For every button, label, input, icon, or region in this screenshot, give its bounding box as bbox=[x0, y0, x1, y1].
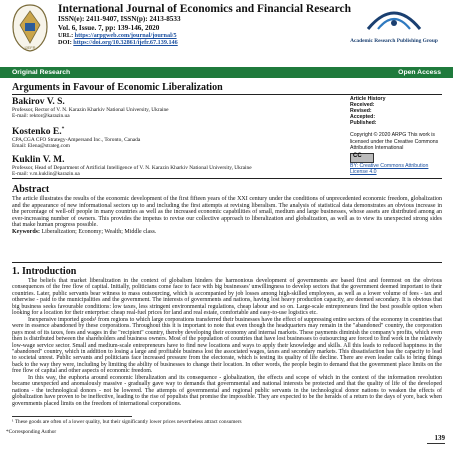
license-text: Copyright © 2020 ARPG This work is licensed under the Creative Commons Attribution International bbox=[350, 132, 439, 151]
journal-name: International Journal of Economics and Financial Research bbox=[58, 3, 352, 15]
cc-badge-icon: CC bbox=[350, 153, 374, 163]
author-name: Kostenko E.* bbox=[12, 126, 65, 138]
author-list bbox=[12, 96, 342, 177]
article-title: Arguments in Favour of Economic Liberalization bbox=[12, 82, 223, 93]
paragraph: The beliefs that market liberalization in the context of globalism hinders the harmonious development of governments are based first and foremost on the obvious consequences of the free flow of capital. Initially, politicians come face to face with big businesses' unwillingness to develop sectors that the government deemed important to their countries. Later, public servants bear witness to mass outsourcing, which is accompanied by job losses among high-skilled employees, as well as a lower volume of fees - tax and otherwise - paid to the municipalities and the government. The interests of governments and nations, having lost heavy production capacity, are deemed secondary. It is obvious that big business seeks favourable conditions: low taxes, less stringent environmental regulations, cheap labour and so on. Large-scale entrepreneurs find the best possible option when looking for a location for their enterprise: cheap real-fuel prices for land and real estate, comfortable and easy-to-use logistics etc. bbox=[12, 278, 442, 317]
author-email: E-mail: v.m.kuklin@karazin.ua bbox=[12, 170, 80, 177]
keywords-label: Keywords: bbox=[12, 228, 40, 235]
received-label: Received: bbox=[350, 102, 375, 109]
footnote: ¹ These goods are often of a lower quality, but their significantly lower prices nevertheless attract consumers bbox=[12, 419, 242, 425]
paragraph: Inexpensive imported goods¹ from regions to which large corporations transferred their businesses have the effect of suppressing entire sectors of the economy in countries that were in essence abandoned by these corporations. Throughout this it is important to note that even though the headquarters may remain in the "abandoned" country, the corporation pays most of its taxes, fees and wages in the "recipient" country, thereby developing their economy and internal markets. These payments diminish the company's profits, which even then is distributed between the shareholders and business owners. Most of the population of countries that have lost businesses to outsourcing are forced to find work in the relatively low-wage service sector. Small and medium-scale entrepreneurs have to find new locations and ways to apply their knowledge and skills. All this leads to reduced happiness in the "abandoned" country, which in addition to losing a large and profitable business lost the associated wages, taxes and secondary markets. This dissatisfaction has the capacity to lead to societal unrest. Public servants and politicians face increased pressure from the electorate, which is testing its quality of life decline. There are even leader calls to bring things back to the way they were, including by limiting the ability of businesses to change their location. In other words, the people begin to demand that the government place limits on the free flow of capital and other aspects of economic freedom. bbox=[12, 316, 442, 375]
keywords-list: Liberalization; Economy; Wealth; Middle class. bbox=[40, 228, 157, 235]
author-name: Kuklin V. M. bbox=[12, 154, 65, 165]
svg-text:IJEFR: IJEFR bbox=[24, 45, 36, 50]
abstract-text: The article illustrates the results of the economic development of the first fifteen years of the XXI century under the conditions of unprecedented economic freedom, globalization and the appearance of new informational sectors up to and including the first attempts at revising liberalism. The analysis of statistical data demonstrates an obvious increase in the percentage of well-off people in many countries as well as the increased economic capabilities of small, medium and large businesses, whose assets are distributed among an ever-increasing number of owners. This provides the impetus to revise our collective approach to liberalization and globalization, as well as to view its unexpected strong sides that make human progress possible. bbox=[12, 196, 442, 229]
section-divider bbox=[12, 178, 442, 179]
abstract-body bbox=[12, 196, 442, 235]
author-affiliation: CPA,CGA CFO Strategy-Ampersand Inc., Toronto, Canada bbox=[12, 137, 141, 144]
journal-url-link[interactable]: https://arpgweb.com/journal/journal/5 bbox=[74, 32, 177, 39]
publisher-name: Academic Research Publishing Group bbox=[350, 38, 438, 44]
abstract-heading: Abstract bbox=[12, 184, 50, 195]
history-heading: Article History bbox=[350, 96, 386, 102]
doi-line: DOI: https://doi.org/10.32861/ijefr.67.139.146 bbox=[58, 39, 178, 47]
publisher-block bbox=[349, 3, 439, 44]
journal-header bbox=[10, 3, 443, 67]
author-email: E-mail: rektor@karazin.ua bbox=[12, 113, 70, 120]
url-line: URL: https://arpgweb.com/journal/journal/5 bbox=[58, 32, 177, 39]
accepted-label: Accepted: bbox=[350, 114, 376, 121]
article-history-panel bbox=[350, 96, 444, 175]
page-number: 139 bbox=[427, 433, 445, 444]
section-divider bbox=[12, 262, 442, 263]
access-banner bbox=[0, 67, 453, 78]
license-link[interactable]: BY: Creative Commons Attribution License 4.0 bbox=[350, 162, 429, 175]
journal-info bbox=[58, 3, 358, 46]
author-block bbox=[12, 155, 342, 177]
open-access-label: Open Access bbox=[398, 69, 441, 76]
corresponding-mark: * bbox=[61, 126, 65, 133]
revised-label: Revised: bbox=[350, 108, 372, 115]
author-block bbox=[12, 124, 342, 149]
title-divider bbox=[12, 94, 442, 95]
doi-link[interactable]: https://doi.org/10.32861/ijefr.67.139.146 bbox=[73, 39, 178, 47]
author-affiliation: Professor, Rector of V. N. Karazin Kharkiv National University, Ukraine bbox=[12, 107, 169, 113]
corresponding-author-note: *Corresponding Author bbox=[6, 429, 57, 435]
introduction-body bbox=[12, 278, 442, 407]
footnote-divider bbox=[12, 416, 132, 417]
author-name: Bakirov V. S. bbox=[12, 97, 65, 107]
published-label: Published: bbox=[350, 120, 377, 127]
author-affiliation: Professor, Head of Department of Artificial Intelligence of V. N. Karazin Kharkiv National University, Ukraine bbox=[12, 164, 252, 171]
author-email: Email: Elena@strateg.com bbox=[12, 143, 70, 150]
volume-issue: Vol. 6, Issue. 7, pp: 139-146, 2020 bbox=[58, 23, 160, 32]
issn: ISSN(e): 2411-9407, ISSN(p): 2413-8533 bbox=[58, 15, 181, 23]
publisher-logo-icon bbox=[364, 3, 424, 33]
author-block bbox=[12, 97, 342, 119]
introduction-heading: 1. Introduction bbox=[12, 266, 77, 277]
research-type-label: Original Research bbox=[12, 69, 71, 76]
journal-logo-icon bbox=[10, 3, 50, 53]
paragraph: In this way, the euphoria around economic liberalization and its consequence - globalization, the effects and scope of which in the context of the information revolution became unexpected and anomalously massive - gradually gave way to demands that governmental and national interests be protected and that the quality of life of the developed nations - the technological donors - not be lowered. The attempts of governmental and regional public servants in the technological donor nations to weaken the effects of globalization have proven to be ineffective, leading to the rise of populists that promise the impossible. They are expected to be the heralds of a return to the days of yore, back when governments placed limits on the freedom of international corporations. bbox=[12, 374, 442, 407]
